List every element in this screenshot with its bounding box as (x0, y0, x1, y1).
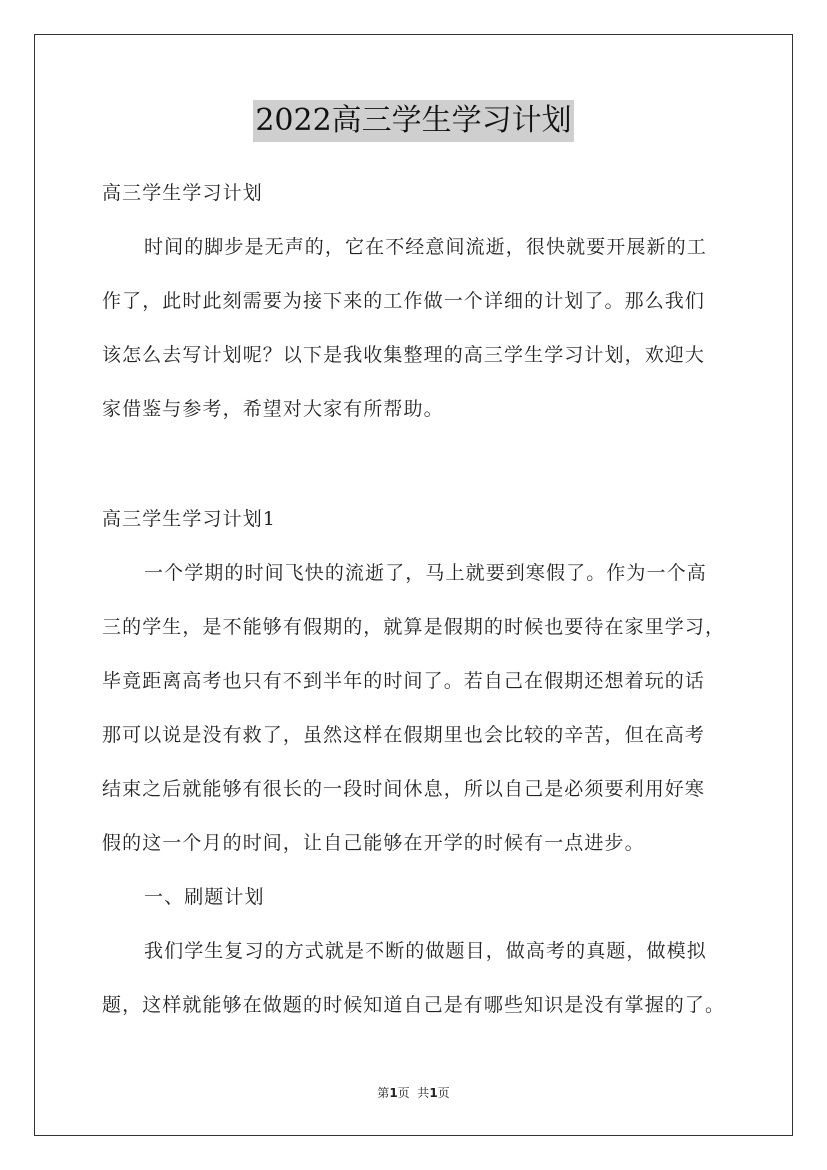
footer-page-suffix: 页 (437, 1086, 450, 1100)
body-line: 毕竟距离高考也只有不到半年的时间了。若自己在假期还想着玩的话 (102, 670, 706, 692)
body-line: 结束之后就能够有很长的一段时间休息，所以自己是必须要利用好寒 (102, 778, 706, 800)
body-line: 家借鉴与参考，希望对大家有所帮助。 (102, 398, 444, 420)
body-line: 题，这样就能够在做题的时候知道自己是有哪些知识是没有掌握的了。 (102, 994, 726, 1016)
footer-page-number: 1 (389, 1086, 398, 1100)
body-line: 假的这一个月的时间，让自己能够在开学的时候有一点进步。 (102, 832, 645, 854)
body-line: 作了，此时此刻需要为接下来的工作做一个详细的计划了。那么我们 (102, 290, 706, 312)
body-line: 时间的脚步是无声的，它在不经意间流逝，很快就要开展新的工 (144, 236, 707, 258)
title-wrap (0, 100, 827, 142)
section-heading: 高三学生学习计划 (102, 182, 263, 204)
body-line: 该怎么去写计划呢？以下是我收集整理的高三学生学习计划，欢迎大 (102, 344, 706, 366)
section-heading: 高三学生学习计划1 (102, 508, 276, 530)
footer-page-total: 1 (429, 1086, 438, 1100)
document-title: 2022高三学生学习计划 (253, 100, 573, 142)
body-line: 我们学生复习的方式就是不断的做题目，做高考的真题，做模拟 (144, 940, 707, 962)
footer-page-prefix: 第 (377, 1086, 390, 1100)
body-line: 三的学生，是不能够有假期的，就算是假期的时候也要待在家里学习， (102, 616, 726, 638)
subsection-heading: 一、刷题计划 (144, 886, 265, 908)
page-footer (0, 1084, 827, 1101)
footer-page-mid: 页 共 (397, 1086, 430, 1100)
body-line: 一个学期的时间飞快的流逝了，马上就要到寒假了。作为一个高 (144, 562, 707, 584)
body-line: 那可以说是没有救了，虽然这样在假期里也会比较的辛苦，但在高考 (102, 724, 706, 746)
